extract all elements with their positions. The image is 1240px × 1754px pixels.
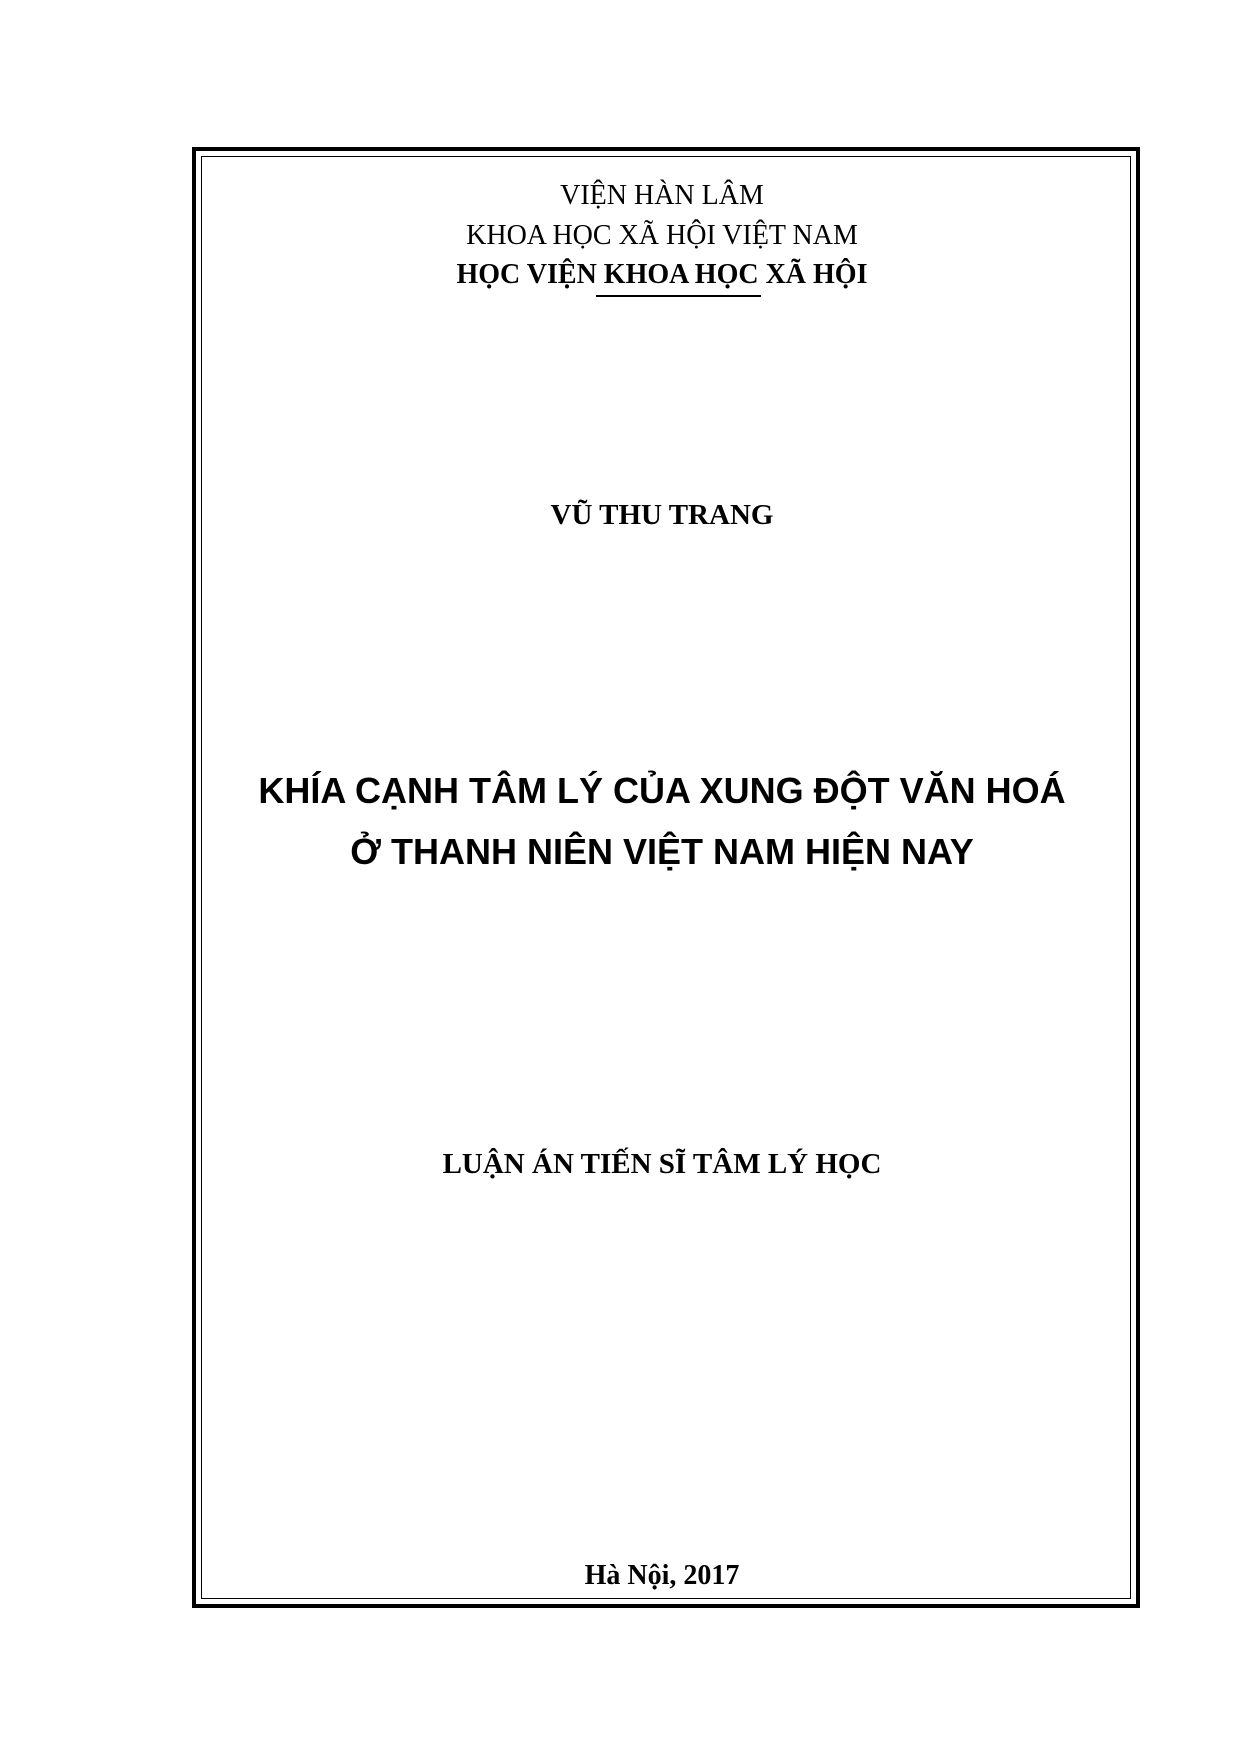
place-year: Hà Nội, 2017 (584, 1560, 740, 1591)
thesis-title-line-1: KHÍA CẠNH TÂM LÝ CỦA XUNG ĐỘT VĂN HOÁ (258, 770, 1066, 811)
institution-line-1: VIỆN HÀN LÂM (560, 180, 764, 211)
thesis-title-line-2: Ở THANH NIÊN VIỆT NAM HIỆN NAY (350, 831, 974, 872)
institution-line-2: KHOA HỌC XÃ HỘI VIỆT NAM (466, 220, 858, 251)
page-border-inner (201, 156, 1131, 1599)
author-name: VŨ THU TRANG (550, 499, 774, 531)
institution-underline (596, 295, 761, 297)
degree-label: LUẬN ÁN TIẾN SĨ TÂM LÝ HỌC (442, 1148, 882, 1180)
institution-line-3: HỌC VIỆN KHOA HỌC XÃ HỘI (456, 259, 868, 290)
